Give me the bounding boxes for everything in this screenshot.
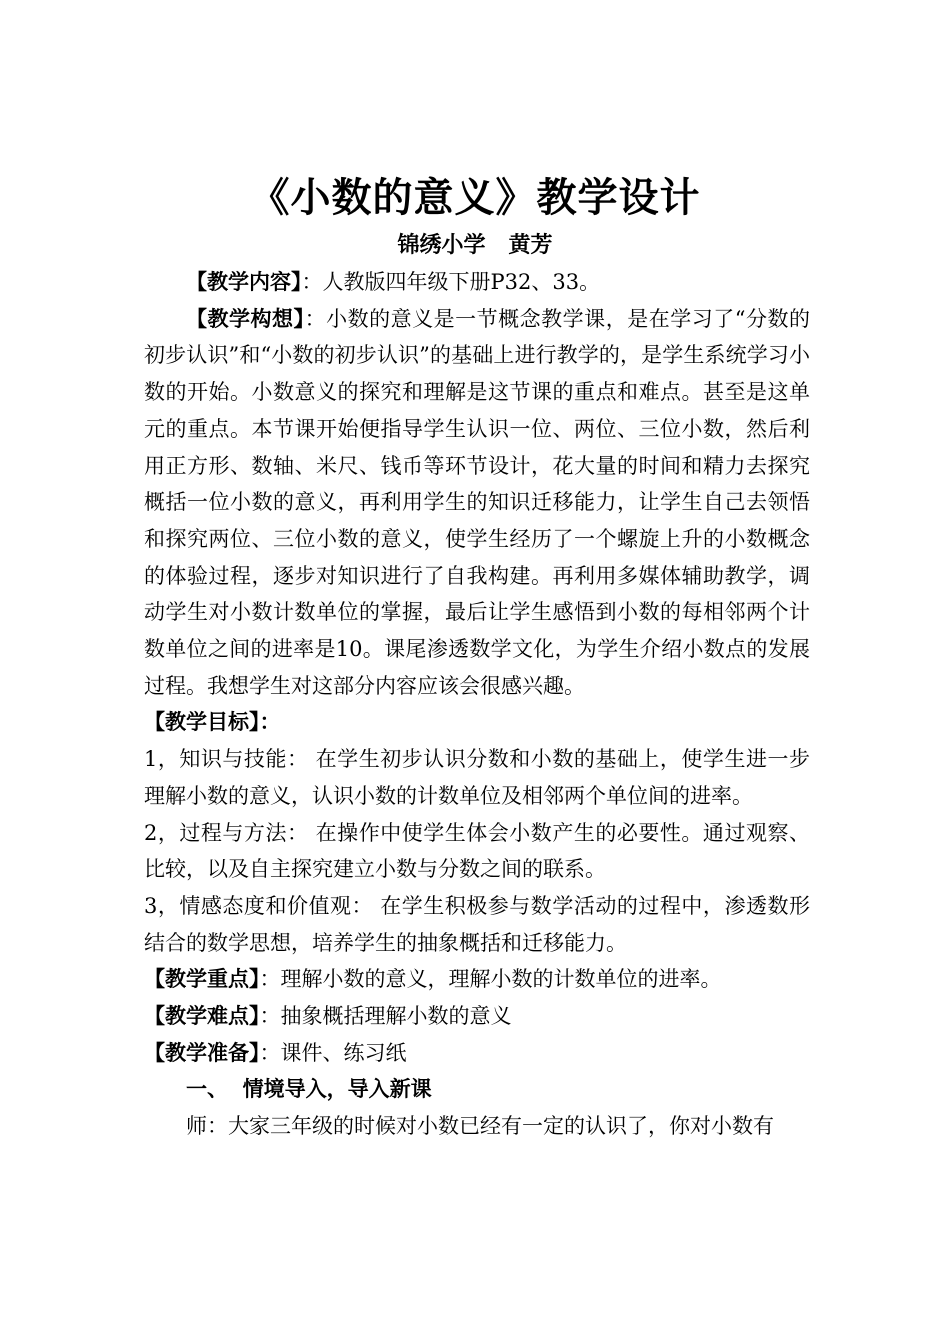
teaching-content-paragraph — [144, 264, 810, 301]
teaching-goals-label: 【教学目标】： — [144, 710, 281, 735]
difficulty-label: 【教学难点】 — [144, 1004, 260, 1029]
section-heading: 一、 情境导入，导入新课 — [186, 1077, 432, 1102]
key-point-label: 【教学重点】 — [144, 967, 260, 992]
preparation-paragraph — [144, 1035, 810, 1072]
document-author: 锦绣小学 黄芳 — [397, 233, 553, 258]
difficulty-paragraph — [144, 998, 810, 1035]
key-point-text: ：理解小数的意义，理解小数的计数单位的进率。 — [259, 967, 722, 992]
teaching-goal-item: 1，知识与技能： 在学生初步认识分数和小数的基础上，使学生进一步理解小数的意义，认识小数的计数单位及相邻两个单位间的进率。 — [144, 747, 810, 808]
teaching-concept-label: 【教学构想】 — [186, 306, 305, 331]
preparation-label: 【教学准备】 — [144, 1040, 260, 1065]
teaching-concept-paragraph — [144, 301, 810, 705]
teaching-content-label: 【教学内容】 — [186, 270, 302, 294]
document-body — [144, 264, 810, 1145]
preparation-text: ：课件、练习纸 — [259, 1040, 407, 1065]
document-title: 《小数的意义》教学设计 — [249, 175, 701, 221]
difficulty-text: ：抽象概括理解小数的意义 — [259, 1004, 512, 1029]
section-paragraph: 师：大家三年级的时候对小数已经有一定的认识了，你对小数有 — [186, 1114, 774, 1139]
teaching-concept-text: ：小数的意义是一节概念教学课，是在学习了“分数的初步认识”和“小数的初步认识”的基础上进行教学的，是学生系统学习小数的开始。小数意义的探究和理解是这节课的重点和难点。甚至是这单元的重点。本节课开始便指导学生认识一位、两位、三位小数，然后利用正方形、数轴、米尺、钱币等环节设计，花大量的时间和精力去探究概括一位小数的意义，再利用学生的知识迁移能力，让学生自己去领悟和探究两位、三位小数的意义，使学生经历了一个螺旋上升的小数概念的体验过程，逐步对知识进行了自我构建。再利用多媒体辅助教学，调动学生对小数计数单位的掌握，最后让学生感悟到小数的每相邻两个计数单位之间的进率是10。课尾渗透数学文化，为学生介绍小数点的发展过程。我想学生对这部分内容应该会很感兴趣。 — [144, 306, 811, 698]
teaching-content-text: ：人教版四年级下册P32、33。 — [301, 270, 601, 294]
teaching-goal-item: 2，过程与方法： 在操作中使学生体会小数产生的必要性。通过观察、比较，以及自主探究建立小数与分数之间的联系。 — [144, 820, 810, 882]
teaching-goal-item: 3，情感态度和价值观： 在学生积极参与数学活动的过程中，渗透数形结合的数学思想，培养学生的抽象概括和迁移能力。 — [144, 893, 810, 955]
key-point-paragraph — [144, 961, 810, 998]
